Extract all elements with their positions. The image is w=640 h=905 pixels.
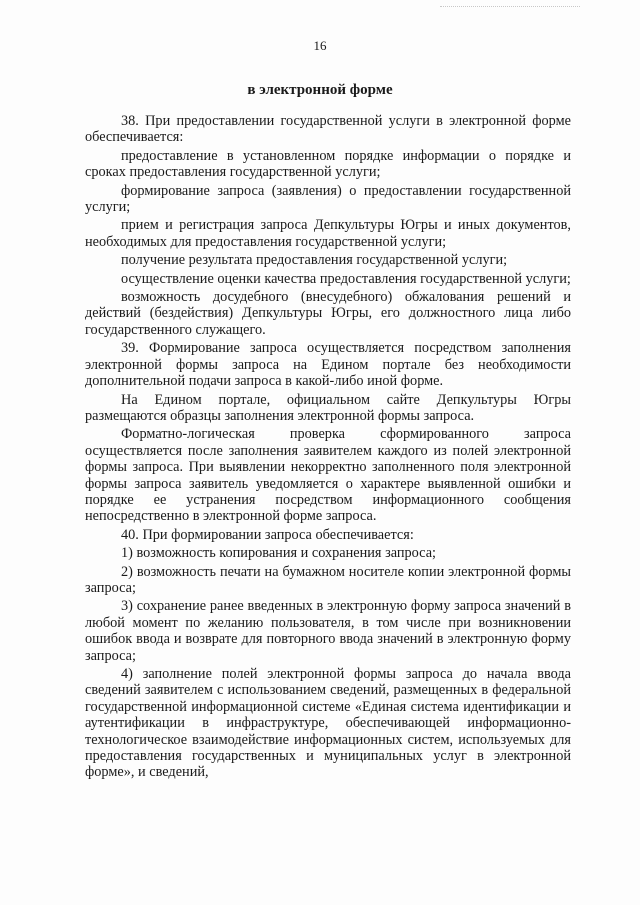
paragraph: получение результата предоставления государственной услуги; — [121, 252, 508, 269]
paragraph: 38. При предоставлении государственной услуги в электронной форме обеспечивается: — [85, 113, 571, 146]
scan-artifact — [440, 6, 580, 9]
paragraph: возможность досудебного (внесудебного) обжалования решений и действий (бездействия) Депкультуры Югры, его должностного лица либо государственного служащего. — [85, 289, 571, 338]
document-body — [85, 113, 571, 783]
paragraph: предоставление в установленном порядке информации о порядке и сроках предоставления государственной услуги; — [85, 147, 571, 181]
paragraph: 1) возможность копирования и сохранения запроса; — [121, 545, 437, 562]
paragraph: 40. При формировании запроса обеспечивается: — [121, 526, 414, 543]
paragraph: осуществление оценки качества предоставления государственной услуги; — [121, 270, 571, 287]
paragraph: 39. Формирование запроса осуществляется посредством заполнения электронной формы запроса на Едином портале без необходимости дополнительной подачи запроса в какой-либо иной форме. — [85, 340, 571, 390]
paragraph: 3) сохранение ранее введенных в электронную форму запроса значений в любой момент по желанию пользователя, в том числе при возникновении ошибок ввода и возврате для повторного ввода значений в электронную форму запроса; — [85, 598, 571, 664]
paragraph: 4) заполнение полей электронной формы запроса до начала ввода сведений заявителем с использованием сведений, размещенных в федеральной государственной информационной системе «Единая система идентификации и аутентификации в инфраструктуре, обеспечивающей информационно-технологическое взаимодействие информационных систем, используемых для предоставления государственных и муниципальных услуг в электронной форме», и сведений, — [85, 666, 571, 781]
paragraph: прием и регистрация запроса Депкультуры Югры и иных документов, необходимых для предоставления государственной услуги; — [85, 217, 571, 250]
paragraph: 2) возможность печати на бумажном носителе копии электронной формы запроса; — [85, 563, 571, 596]
page-number: 16 — [313, 38, 327, 53]
section-heading: в электронной форме — [247, 82, 393, 98]
paragraph: На Едином портале, официальном сайте Депкультуры Югры размещаются образцы заполнения электронной формы запроса. — [85, 391, 571, 424]
paragraph: Форматно-логическая проверка сформированного запроса осуществляется после заполнения заявителем каждого из полей электронной формы запроса. При выявлении некорректно заполненного поля электронной формы запроса заявитель уведомляется о характере выявленной ошибки и порядке ее устранения посредством информационного сообщения непосредственно в электронной форме запроса. — [85, 426, 571, 525]
paragraph: формирование запроса (заявления) о предоставлении государственной услуги; — [85, 182, 571, 216]
